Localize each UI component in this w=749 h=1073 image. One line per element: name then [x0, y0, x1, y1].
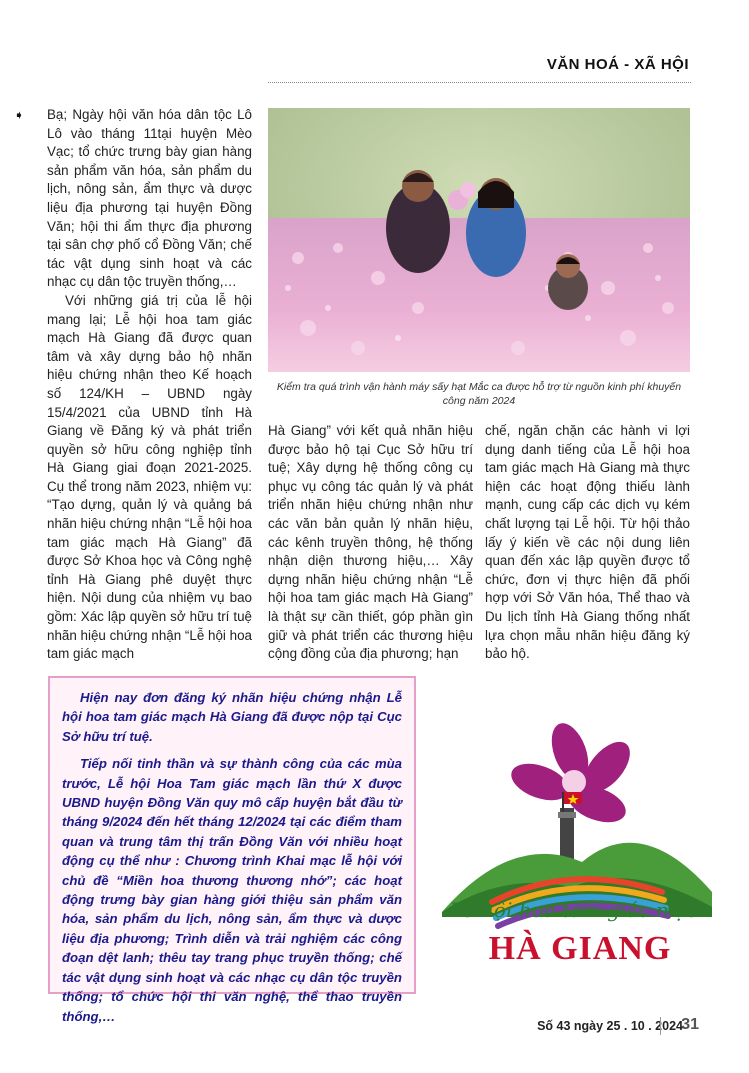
- photo-caption: Kiểm tra quá trình vận hành máy sấy hạt Mắc ca được hỗ trợ từ nguồn kinh phí khuyến công năm 2024: [276, 381, 682, 407]
- article-photo: [268, 108, 690, 372]
- photo-illustration: [268, 108, 690, 372]
- paragraph: Với những giá trị của lễ hội mang lại; Lễ hội hoa tam giác mạch Hà Giang đã được quan tâm và xây dựng bảo hộ nhãn hiệu chứng nhận theo Kế hoạch số 124/KH – UBND ngày 15/4/2021 của UBND tỉnh Hà Giang về Đăng ký và phát triển quyền sở hữu công nghiệp tỉnh Hà Giang giai đoạn 2021-2025. Cụ thể trong năm 2023, nhiệm vụ: “Tạo dựng, quản lý và quảng bá nhãn hiệu chứng nhận “Lễ hội hoa tam giác mạch Hà Giang” đã được Sở Khoa học và Công nghệ tỉnh Hà Giang phê duyệt thực hiện. Nội dung của nhiệm vụ bao gồm: Xác lập quyền sở hữu trí tuệ nhãn hiệu chứng nhận “Lễ hội hoa tam giác mạch: [47, 292, 252, 662]
- callout-paragraph: Tiếp nối tinh thần và sự thành công của các mùa trước, Lễ hội Hoa Tam giác mạch lần thứ X được UBND huyện Đồng Văn quy mô cấp huyện bắt đầu từ tháng 9/2024 đến hết tháng 12/2024 tại các điểm tham quan và trung tâm thị trấn Đồng Văn với nhiều hoạt động cụ thể như : Chương trình Khai mạc lễ hội với chủ đề “Miền hoa thương thương nhớ”; các hoạt động trưng bày gian hàng giới thiệu sản phẩm văn hóa, sản phẩm du lịch, nông sản, ẩm thực và dược liệu địa phương; Trình diễn và trải nghiệm các công đoạn dệt lanh; thêu tay trang phục truyền thống; chế tác vật dụng sinh hoạt và các nhạc cụ dân tộc truyền thống; tổ chức hội thi văn nghệ, thể thao truyền thống,…: [62, 756, 402, 1024]
- article-column-3: [485, 422, 690, 664]
- issue-info: Số 43 ngày 25 . 10 . 2024: [537, 1019, 683, 1033]
- article-column-1: [47, 106, 252, 664]
- article-column-2: [268, 422, 473, 664]
- highlight-box: [48, 676, 416, 1024]
- paragraph: Bạ; Ngày hội văn hóa dân tộc Lô Lô vào tháng 11tại huyện Mèo Vạc; tổ chức trưng bày gian hàng sản phẩm văn hóa, sản phẩm du lịch, nông sản, ẩm thực và dược liệu địa phương tại huyện Đồng Văn; hội thi ẩm thực địa phương tại sân chợ phố cổ Đồng Văn; chế tác vật dụng sinh hoạt và các nhạc cụ dân tộc truyền thống,…: [47, 107, 252, 290]
- page-number: 31: [681, 1016, 699, 1033]
- continuation-arrow-icon: ➧: [14, 108, 25, 122]
- header-divider: [268, 82, 691, 83]
- logo-script-text: Lễ hội hoa tam giác mạch: [449, 898, 711, 922]
- section-title: VĂN HOÁ - XÃ HỘI: [546, 56, 689, 73]
- footer-divider: [660, 1017, 661, 1035]
- callout-paragraph: Hiện nay đơn đăng ký nhãn hiệu chứng nhận Lễ hội hoa tam giác mạch Hà Giang đã được nộp tại Cục Sở hữu trí tuệ.: [62, 690, 402, 744]
- logo-name: HÀ GIANG: [488, 930, 672, 967]
- paragraph: Hà Giang” với kết quả nhãn hiệu được bảo hộ tại Cục Sở hữu trí tuệ; Xây dựng hệ thống công cụ phục vụ công tác quản lý và phát triển nhãn hiệu chứng nhận như các văn bản quản lý nhãn hiệu, các kênh truyền thông, hệ thống nhận diện thương hiệu,… Xây dựng nhãn hiệu chứng nhận “Lễ hội hoa tam giác mạch Hà Giang” là thật sự cần thiết, góp phần gìn giữ và phát triển các thương hiệu cộng đồng của địa phương; hạn: [268, 423, 473, 662]
- paragraph: chế, ngăn chặn các hành vi lợi dụng danh tiếng của Lễ hội hoa tam giác mạch Hà Giang mà thực hiện các hoạt động thiếu lành mạnh, cung cấp các dịch vụ kém chất lượng tại Lễ hội. Từ hội thảo lấy ý kiến về các nội dung liên quan đến xác lập quyền được tổ chức, đơn vị thực hiện đã phối hợp với Sở Văn hóa, Thể thao và Du lịch tỉnh Hà Giang thống nhất lựa chọn mẫu nhãn hiệu đăng ký bảo hộ.: [485, 423, 690, 662]
